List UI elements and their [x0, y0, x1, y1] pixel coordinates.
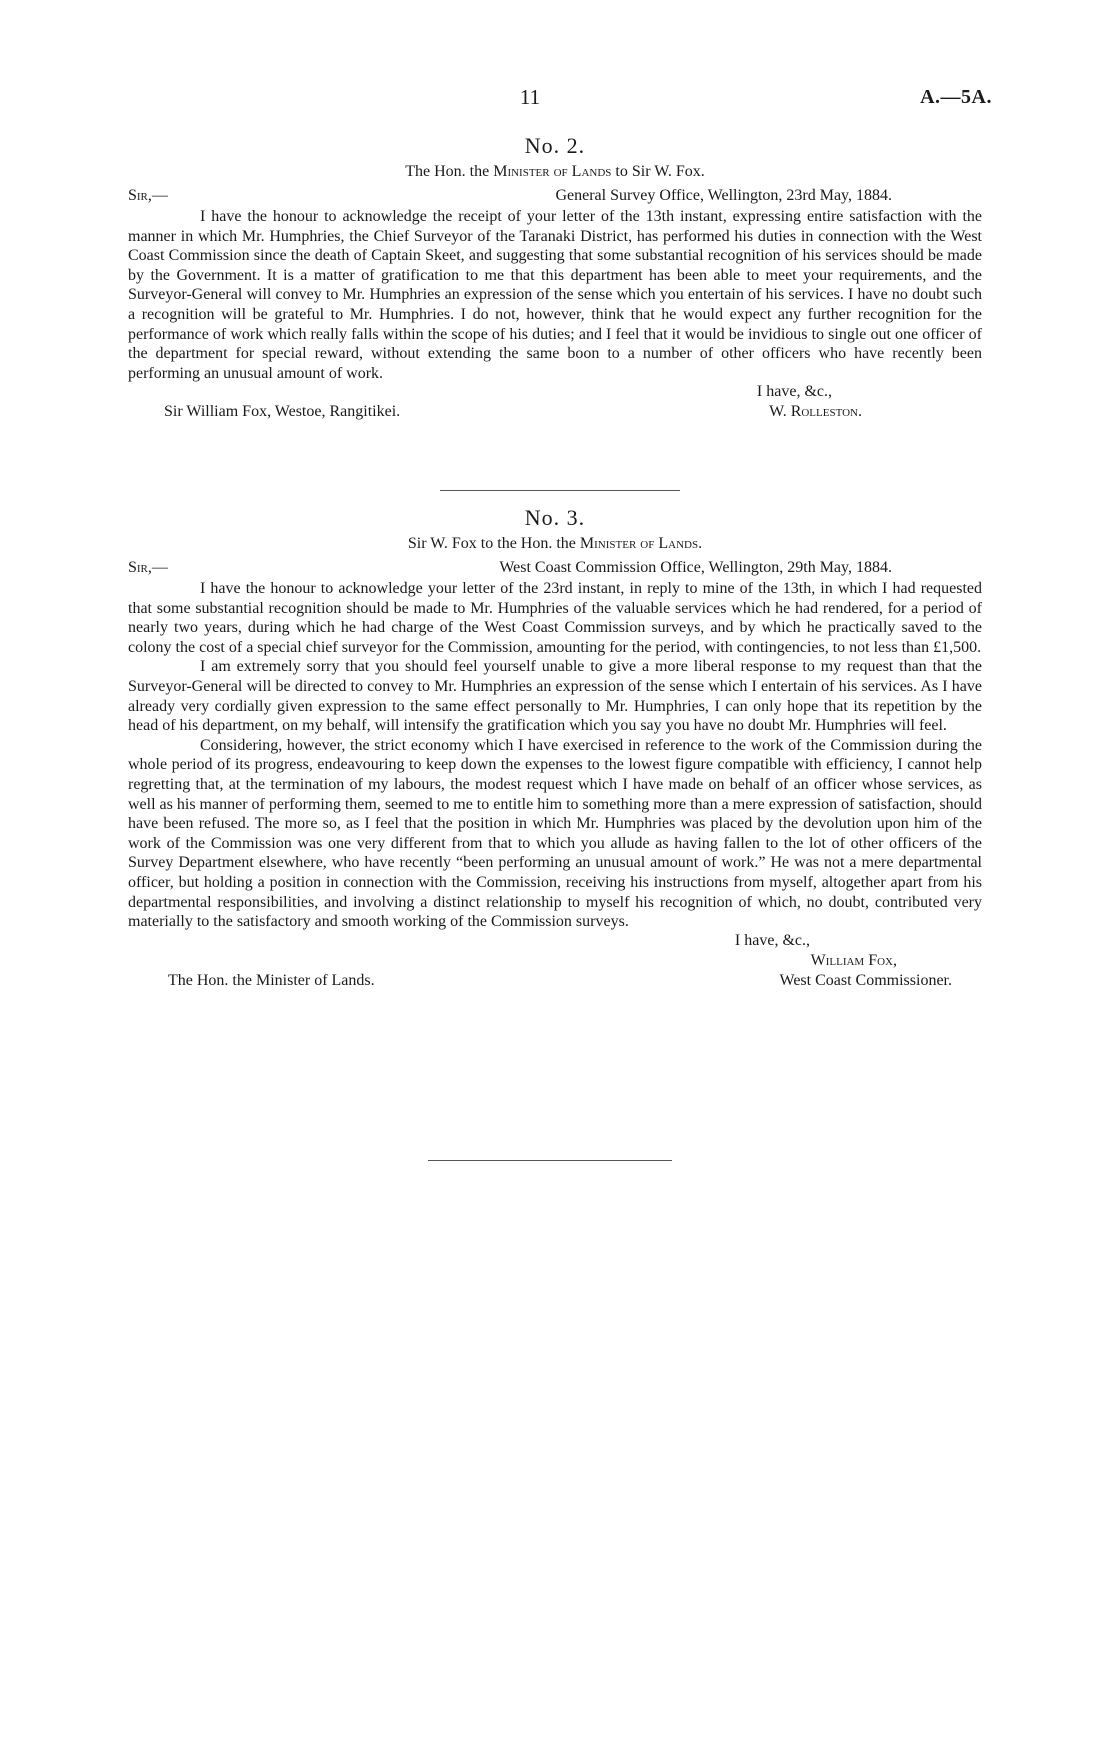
dateline: General Survey Office, Wellington, 23rd May, 1884.: [555, 187, 892, 204]
document-reference: A.—5A.: [920, 86, 992, 108]
paragraph: I have the honour to acknowledge the receipt of your letter of the 13th instant, expressing entire satisfaction with the manner in which Mr. Humphries, the Chief Surveyor of the Taranaki District, has performed his duties in connection with the West Coast Commission since the death of Captain Skeet, and suggesting that some substantial recognition of his services should be made by the Government. It is a matter of gratification to me that this department has been able to meet your requirements, and the Surveyor-General will convey to Mr. Humphries an expression of the sense which you entertain of his services. I have no doubt such a recognition will be grateful to Mr. Humphries. I do not, however, think that he would expect any further recognition for the performance of work which really falls within the scope of his duties; and I feel that it would be invidious to single out one officer of the department for special reward, without extending the same boon to a number of other officers who have recently been performing an unusual amount of work.: [128, 208, 982, 382]
section-divider: [440, 490, 680, 491]
salutation: Sir,—: [128, 559, 168, 576]
letter-title: [128, 163, 982, 181]
title-office: Minister of Lands: [493, 163, 612, 180]
letter-no-2: [128, 133, 982, 423]
closing: I have, &c.,: [756, 383, 832, 401]
closing: I have, &c.,: [734, 931, 810, 949]
paragraph: I am extremely sorry that you should feel yourself unable to give a more liberal response to my request than that the Surveyor-General will be directed to convey to Mr. Humphries an expression of the sense which I entertain of his services. As I have already very cordially given expression to the same effect personally to Mr. Humphries, I can only hope that its repetition by the head of his department, on my behalf, will intensify the gratification which you say you have no doubt Mr. Humphries will feel.: [128, 658, 982, 735]
salutation: Sir,—: [128, 187, 168, 204]
title-prefix: The Hon. the: [405, 163, 494, 180]
paragraph: Considering, however, the strict economy which I have exercised in reference to the work of the Commission during the whole period of its progress, endeavouring to keep down the expenses to the lowest figure compatible with efficiency, I cannot help regretting that, at the termination of my labours, the modest request which I have made on behalf of an officer whose services, as well as his manner of performing them, seemed to me to entitle him to something more than a mere expression of satisfaction, should have been refused. The more so, as I feel that the position in which Mr. Humphries was placed by the devolution upon him of the work of the Commission was one very different from that to which you allude as having fallen to the lot of other officers of the Survey Department elsewhere, who have recently “been performing an unusual amount of work.” He was not a mere departmental officer, but holding a position in connection with the Commission, receiving his instructions from myself, altogether apart from his departmental responsibilities, and involving a distinct relationship to myself his recognition of which, no doubt, contributed very materially to the satisfactory and smooth working of the Commission surveys.: [128, 736, 983, 931]
letter-number: No. 2.: [524, 133, 586, 158]
section-divider: [428, 1160, 672, 1161]
signature: William Fox,: [810, 951, 897, 969]
addressee: Sir William Fox, Westoe, Rangitikei.: [164, 403, 401, 421]
title-suffix: to Sir W. Fox.: [611, 163, 705, 180]
title-office: Minister of Lands: [579, 535, 699, 552]
letter-title: [128, 535, 982, 553]
letter-body: [128, 579, 982, 932]
letter-no-3: [128, 505, 982, 992]
title-prefix: Sir W. Fox to the Hon. the: [407, 535, 580, 552]
signature-title: West Coast Commissioner.: [779, 971, 952, 989]
signature: W. Rolleston.: [769, 403, 862, 421]
paragraph: I have the honour to acknowledge your letter of the 23rd instant, in reply to mine of the 13th, in which I had requested that some substantial recognition should be made to Mr. Humphries of the valuable services which he had rendered, for a period of nearly two years, during which he had charge of the West Coast Commission surveys, and by which he practically saved to the colony the cost of a special chief surveyor for the Commission, amounting for the period, with contingencies, to not less than £1,500.: [128, 580, 982, 656]
dateline: West Coast Commission Office, Wellington, 29th May, 1884.: [499, 559, 892, 576]
letter-number: No. 3.: [524, 505, 586, 530]
addressee: The Hon. the Minister of Lands.: [168, 971, 375, 989]
title-suffix: .: [698, 535, 703, 552]
page-number: 11: [519, 85, 541, 109]
letter-body: [128, 207, 982, 383]
